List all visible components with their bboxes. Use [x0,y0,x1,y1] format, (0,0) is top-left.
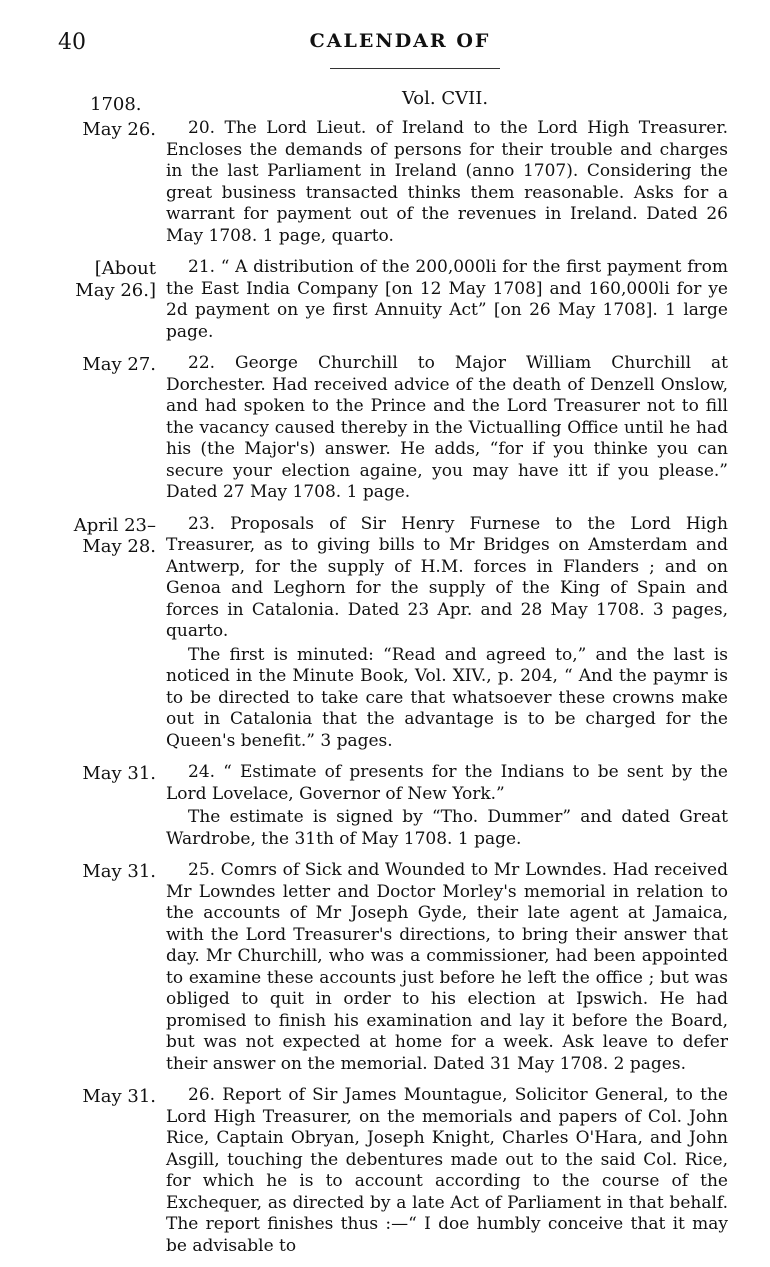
entry-text [166,860,728,1075]
calendar-entries [68,118,728,1267]
entry-text [166,762,728,850]
entry-text [166,353,728,504]
page-number: 40 [58,30,86,55]
entry-paragraph: 24. “ Estimate of presents for the Indians to be sent by the Lord Lovelace, Governor of New York.” [166,762,728,804]
entry-date: May 31. [82,861,156,882]
entry-paragraph: 22. George Churchill to Major William Churchill at Dorchester. Had received advice of the death of Denzell Onslow, and had spoken to the Prince and the Lord Treasurer not to fill the vacancy caused thereby in the Victualling Office until he had his (the Major's) answer. He adds, “for if you thinke you can secure your election againe, you may have itt if you please.” Dated 27 May 1708. 1 page. [166,353,728,502]
entry-paragraph: 25. Comrs of Sick and Wounded to Mr Lowndes. Had received Mr Lowndes letter and Doctor Morley's memorial in relation to the accounts of Mr Joseph Gyde, their late agent at Jamaica, with the Lord Treasurer's directions, to bring their answer that day. Mr Churchill, who was a commissioner, had been appointed to examine these accounts just before he left the office ; but was obliged to quit in order to his election at Ipswich. He had promised to finish his examination and lay it before the Board, but was not expected at home for a week. Ask leave to defer their answer on the memorial. Dated 31 May 1708. 2 pages. [166,860,728,1074]
entry-date: April 23– May 28. [73,514,156,557]
entry-paragraph: 20. The Lord Lieut. of Ireland to the Lord High Treasurer. Encloses the demands of persons for their trouble and charges in the last Parliament in Ireland (anno 1707). Considering the great business transacted thinks them reasonable. Asks for a warrant for payment out of the revenues in Ireland. Dated 26 May 1708. 1 page, quarto. [166,118,728,246]
entry-date: May 31. [82,763,156,784]
calendar-entry [68,257,728,343]
entry-paragraph: 21. “ A distribution of the 200,000li for the first payment from the East India Company [on 12 May 1708] and 160,000li for ye 2d payment on ye first Annuity Act” [on 26 May 1708]. 1 large page. [166,257,728,342]
calendar-entry [68,762,728,850]
volume-heading: Vol. CVII. [401,88,489,109]
entry-paragraph: The estimate is signed by “Tho. Dummer” and dated Great Wardrobe, the 31th of May 1708. 1 page. [166,807,728,849]
calendar-entry [68,860,728,1075]
entry-paragraph: The first is minuted: “Read and agreed to,” and the last is noticed in the Minute Book, Vol. XIV., p. 204, “ And the paymr is to be directed to take care that whatsoever these crowns make out in Catalonia that the advantage is to be charged for the Queen's benefit.” 3 pages. [166,644,728,751]
calendar-entry [68,514,728,753]
running-title: CALENDAR OF [309,30,491,52]
entry-text [166,514,728,753]
calendar-entry [68,1085,728,1257]
year-heading: 1708. [90,94,142,115]
entry-text [166,1085,728,1257]
entry-text [166,118,728,247]
entry-text [166,257,728,343]
entry-date: May 31. [82,1086,156,1107]
calendar-entry [68,353,728,504]
entry-date: May 27. [82,354,156,375]
header-rule [330,68,500,69]
calendar-entry [68,118,728,247]
entry-paragraph: 26. Report of Sir James Mountague, Solicitor General, to the Lord High Treasurer, on the memorials and papers of Col. John Rice, Captain Obryan, Joseph Knight, Charles O'Hara, and John Asgill, touching the debentures made out to the said Col. Rice, for which he is to account according to the course of the Exchequer, as directed by a late Act of Parliament in that behalf. The report finishes thus :—“ I doe humbly conceive that it may be advisable to [166,1085,728,1256]
entry-date: May 26. [82,119,156,140]
entry-date: [About May 26.] [75,258,156,301]
entry-paragraph: 23. Proposals of Sir Henry Furnese to the Lord High Treasurer, as to giving bills to Mr Bridges on Amsterdam and Antwerp, for the supply of H.M. forces in Flanders ; and on Genoa and Leghorn for the supply of the King of Spain and forces in Catalonia. Dated 23 Apr. and 28 May 1708. 3 pages, quarto. [166,513,728,641]
